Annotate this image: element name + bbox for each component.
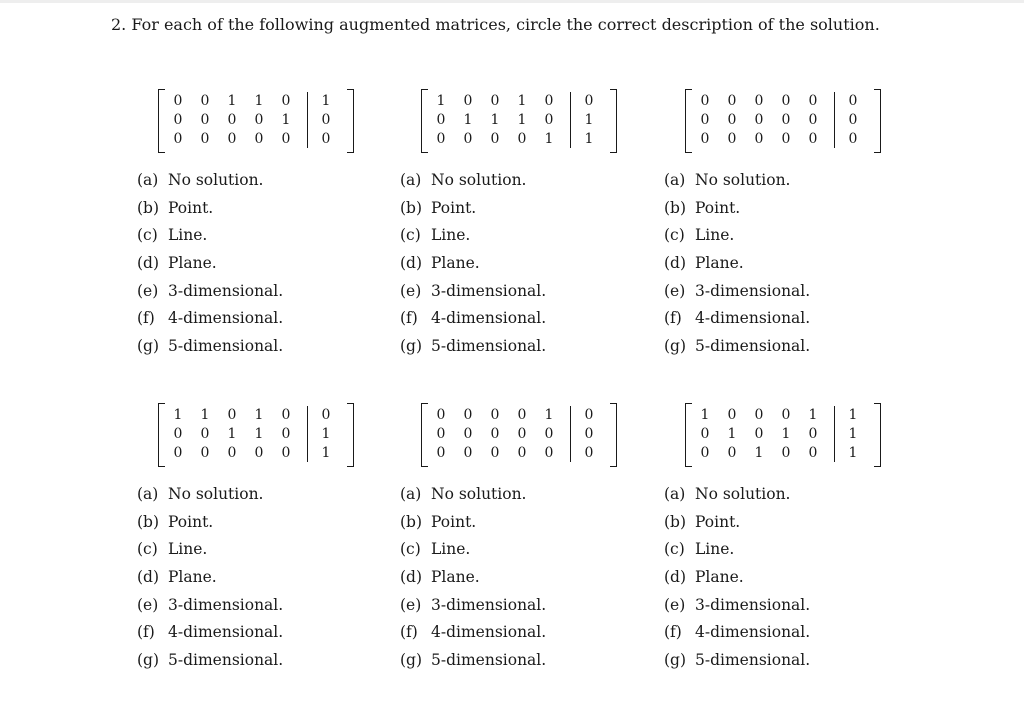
matrix-entry: 0 <box>200 445 210 461</box>
matrix-entry: 0 <box>517 445 527 461</box>
matrix-entry: 0 <box>436 112 446 128</box>
matrix-entry: 0 <box>490 93 500 109</box>
matrix-entry: 0 <box>517 131 527 147</box>
rhs-entry: 0 <box>584 407 594 423</box>
choice-text: 3-dimensional. <box>431 281 547 300</box>
matrix-entry: 1 <box>254 407 264 423</box>
matrix-entry: 0 <box>544 112 554 128</box>
choice-text: 4-dimensional. <box>695 623 811 642</box>
matrix-entry: 1 <box>727 426 737 442</box>
choice-text: No solution. <box>695 171 791 189</box>
answer-choice[interactable] <box>137 336 283 364</box>
choice-text: No solution. <box>431 485 527 503</box>
matrix-entry: 1 <box>254 93 264 109</box>
matrix-entry: 1 <box>544 131 554 147</box>
answer-choice[interactable] <box>400 308 546 336</box>
choice-label: (b) <box>664 512 687 531</box>
matrix-row <box>421 444 617 462</box>
problem-3 <box>664 89 935 356</box>
choice-text: 4-dimensional. <box>695 309 811 328</box>
choice-text: Point. <box>695 512 741 531</box>
answer-choice[interactable] <box>400 484 546 512</box>
matrix-row <box>685 425 881 443</box>
choice-label: (a) <box>137 485 159 503</box>
choice-label: (b) <box>137 512 160 531</box>
matrix-entry: 0 <box>727 131 737 147</box>
answer-choice[interactable] <box>400 512 546 540</box>
matrix-entry: 0 <box>436 426 446 442</box>
choice-label: (g) <box>400 337 423 356</box>
matrix-entry: 1 <box>517 93 527 109</box>
matrix-entry: 0 <box>781 445 791 461</box>
matrix-entry: 1 <box>808 407 818 423</box>
matrix-entry: 1 <box>227 426 237 442</box>
answer-choice[interactable] <box>400 595 546 623</box>
matrix-entry: 0 <box>463 407 473 423</box>
augmented-matrix <box>158 89 354 151</box>
answer-choice[interactable] <box>664 198 810 226</box>
rhs-entry: 1 <box>584 131 594 147</box>
matrix-entry: 0 <box>281 426 291 442</box>
matrix-entry: 0 <box>173 93 183 109</box>
choice-text: Line. <box>431 226 471 245</box>
choice-text: 5-dimensional. <box>431 651 547 670</box>
answer-choice[interactable] <box>137 308 283 336</box>
matrix-entry: 1 <box>173 407 183 423</box>
matrix-entry: 0 <box>808 131 818 147</box>
matrix-entry: 0 <box>463 93 473 109</box>
matrix-entry: 1 <box>700 407 710 423</box>
matrix-row <box>158 406 354 424</box>
choice-text: 5-dimensional. <box>695 651 811 670</box>
choice-text: 5-dimensional. <box>168 337 284 356</box>
matrix-row <box>158 444 354 462</box>
answer-choice[interactable] <box>400 622 546 650</box>
matrix-entry: 0 <box>200 426 210 442</box>
choice-label: (a) <box>664 485 686 503</box>
matrix-row <box>421 111 617 129</box>
matrix-row <box>685 92 881 110</box>
choice-text: Point. <box>431 198 477 217</box>
matrix-entry: 0 <box>490 445 500 461</box>
matrix-entry: 0 <box>490 131 500 147</box>
choice-label: (e) <box>664 595 686 614</box>
rhs-entry: 0 <box>848 131 858 147</box>
matrix-entry: 0 <box>436 445 446 461</box>
matrix-entry: 1 <box>227 93 237 109</box>
answer-choices <box>400 484 546 678</box>
choice-label: (c) <box>664 540 685 559</box>
choice-text: 3-dimensional. <box>168 595 284 614</box>
matrix-entry: 0 <box>808 93 818 109</box>
matrix-entry: 0 <box>808 426 818 442</box>
answer-choice[interactable] <box>400 539 546 567</box>
choice-label: (f) <box>664 623 682 642</box>
choice-label: (f) <box>664 309 682 328</box>
matrix-entry: 0 <box>754 407 764 423</box>
matrix-entry: 0 <box>463 445 473 461</box>
matrix-row <box>421 425 617 443</box>
choice-text: No solution. <box>431 171 527 189</box>
choice-label: (g) <box>137 337 160 356</box>
rhs-entry: 0 <box>848 93 858 109</box>
choice-text: Plane. <box>431 254 480 273</box>
answer-choice[interactable] <box>400 198 546 226</box>
matrix-entry: 0 <box>754 131 764 147</box>
problem-4 <box>137 403 408 670</box>
matrix-entry: 0 <box>254 445 264 461</box>
answer-choice[interactable] <box>137 253 283 281</box>
choice-label: (a) <box>400 485 422 503</box>
rhs-entry: 1 <box>848 426 858 442</box>
matrix-entry: 0 <box>173 131 183 147</box>
matrix-entry: 0 <box>173 445 183 461</box>
choice-text: 4-dimensional. <box>431 309 547 328</box>
choice-label: (c) <box>664 226 685 245</box>
choice-text: Line. <box>168 540 208 559</box>
choice-text: 5-dimensional. <box>695 337 811 356</box>
matrix-entry: 0 <box>281 445 291 461</box>
matrix-entry: 0 <box>200 93 210 109</box>
choice-text: 4-dimensional. <box>431 623 547 642</box>
choice-text: 5-dimensional. <box>168 651 284 670</box>
matrix-row <box>421 130 617 148</box>
rhs-entry: 1 <box>848 407 858 423</box>
matrix-entry: 0 <box>808 445 818 461</box>
choice-text: Plane. <box>695 568 744 587</box>
matrix-entry: 0 <box>436 407 446 423</box>
choice-text: 4-dimensional. <box>168 623 284 642</box>
matrix-entry: 0 <box>700 426 710 442</box>
matrix-entry: 0 <box>463 426 473 442</box>
matrix-entry: 0 <box>754 93 764 109</box>
matrix-entry: 0 <box>281 93 291 109</box>
choice-label: (g) <box>400 651 423 670</box>
rhs-entry: 0 <box>848 112 858 128</box>
problem-2 <box>400 89 671 356</box>
answer-choice[interactable] <box>664 225 810 253</box>
matrix-row <box>158 425 354 443</box>
choice-text: Line. <box>431 540 471 559</box>
answer-choice[interactable] <box>137 484 283 512</box>
answer-choices <box>400 170 546 364</box>
choice-label: (d) <box>400 254 423 273</box>
answer-choice[interactable] <box>400 170 546 198</box>
choice-text: 3-dimensional. <box>431 595 547 614</box>
choice-label: (e) <box>137 281 159 300</box>
answer-choice[interactable] <box>400 336 546 364</box>
rhs-entry: 0 <box>321 131 331 147</box>
matrix-row <box>158 92 354 110</box>
choice-label: (e) <box>137 595 159 614</box>
choice-label: (d) <box>664 254 687 273</box>
answer-choice[interactable] <box>664 170 810 198</box>
matrix-entry: 0 <box>700 445 710 461</box>
problem-5 <box>400 403 671 670</box>
choice-label: (e) <box>400 595 422 614</box>
answer-choice[interactable] <box>664 512 810 540</box>
choice-label: (d) <box>137 568 160 587</box>
matrix-row <box>158 130 354 148</box>
choice-label: (b) <box>400 198 423 217</box>
answer-choice[interactable] <box>137 512 283 540</box>
matrix-entry: 1 <box>200 407 210 423</box>
answer-choice[interactable] <box>664 281 810 309</box>
matrix-entry: 0 <box>254 131 264 147</box>
choice-label: (f) <box>137 309 155 328</box>
answer-choices <box>664 170 810 364</box>
matrix-row <box>158 111 354 129</box>
matrix-entry: 0 <box>544 445 554 461</box>
matrix-row <box>685 130 881 148</box>
answer-choices <box>664 484 810 678</box>
matrix-entry: 0 <box>173 112 183 128</box>
matrix-entry: 0 <box>754 426 764 442</box>
rhs-entry: 0 <box>321 407 331 423</box>
matrix-entry: 0 <box>436 131 446 147</box>
choice-text: Point. <box>695 198 741 217</box>
augmented-matrix <box>158 403 354 465</box>
answer-choice[interactable] <box>137 225 283 253</box>
choice-text: 3-dimensional. <box>168 281 284 300</box>
matrix-entry: 1 <box>754 445 764 461</box>
problem-6 <box>664 403 935 670</box>
matrix-entry: 0 <box>781 93 791 109</box>
answer-choice[interactable] <box>400 281 546 309</box>
rhs-entry: 1 <box>321 426 331 442</box>
matrix-entry: 0 <box>700 93 710 109</box>
matrix-entry: 1 <box>781 426 791 442</box>
matrix-entry: 0 <box>781 407 791 423</box>
choice-label: (e) <box>664 281 686 300</box>
augmented-matrix <box>685 89 881 151</box>
choice-label: (b) <box>137 198 160 217</box>
top-divider <box>0 0 1024 3</box>
choice-label: (g) <box>137 651 160 670</box>
choice-label: (c) <box>400 540 421 559</box>
matrix-entry: 0 <box>173 426 183 442</box>
choice-text: No solution. <box>168 485 264 503</box>
augmented-matrix <box>685 403 881 465</box>
choice-text: No solution. <box>168 171 264 189</box>
choice-text: 3-dimensional. <box>695 281 811 300</box>
matrix-row <box>421 92 617 110</box>
answer-choices <box>137 170 283 364</box>
choice-label: (d) <box>137 254 160 273</box>
choice-label: (d) <box>400 568 423 587</box>
matrix-row <box>421 406 617 424</box>
answer-choice[interactable] <box>137 281 283 309</box>
answer-choice[interactable] <box>137 170 283 198</box>
choice-label: (d) <box>664 568 687 587</box>
answer-choice[interactable] <box>137 650 283 678</box>
answer-choice[interactable] <box>664 539 810 567</box>
matrix-entry: 0 <box>700 131 710 147</box>
choice-text: Point. <box>168 512 214 531</box>
choice-label: (a) <box>137 171 159 189</box>
choice-label: (f) <box>137 623 155 642</box>
matrix-entry: 0 <box>808 112 818 128</box>
answer-choice[interactable] <box>664 567 810 595</box>
matrix-entry: 0 <box>254 112 264 128</box>
matrix-row <box>685 406 881 424</box>
matrix-entry: 0 <box>781 131 791 147</box>
answer-choice[interactable] <box>137 622 283 650</box>
choice-label: (c) <box>137 226 158 245</box>
choice-text: Line. <box>695 540 735 559</box>
matrix-entry: 0 <box>463 131 473 147</box>
matrix-row <box>685 111 881 129</box>
choice-label: (e) <box>400 281 422 300</box>
answer-choice[interactable] <box>137 198 283 226</box>
answer-choice[interactable] <box>400 567 546 595</box>
problem-1 <box>137 89 408 356</box>
choice-label: (b) <box>664 198 687 217</box>
matrix-entry: 0 <box>544 426 554 442</box>
matrix-entry: 0 <box>281 131 291 147</box>
answer-choice[interactable] <box>664 336 810 364</box>
matrix-entry: 0 <box>281 407 291 423</box>
answer-choice[interactable] <box>664 595 810 623</box>
matrix-entry: 0 <box>227 445 237 461</box>
matrix-entry: 1 <box>436 93 446 109</box>
choice-label: (f) <box>400 309 418 328</box>
answer-choice[interactable] <box>400 650 546 678</box>
matrix-row <box>685 444 881 462</box>
rhs-entry: 0 <box>584 93 594 109</box>
answer-choice[interactable] <box>664 622 810 650</box>
matrix-entry: 0 <box>754 112 764 128</box>
choice-label: (c) <box>400 226 421 245</box>
rhs-entry: 1 <box>321 93 331 109</box>
matrix-entry: 1 <box>254 426 264 442</box>
matrix-entry: 0 <box>727 445 737 461</box>
choice-text: Plane. <box>431 568 480 587</box>
choice-text: Plane. <box>695 254 744 273</box>
answer-choice[interactable] <box>664 484 810 512</box>
answer-choice[interactable] <box>400 253 546 281</box>
choice-text: Plane. <box>168 254 217 273</box>
choice-text: 4-dimensional. <box>168 309 284 328</box>
rhs-entry: 0 <box>584 426 594 442</box>
choice-label: (f) <box>400 623 418 642</box>
matrix-entry: 0 <box>490 407 500 423</box>
matrix-entry: 0 <box>227 407 237 423</box>
choice-text: 3-dimensional. <box>695 595 811 614</box>
choice-label: (g) <box>664 337 687 356</box>
matrix-entry: 0 <box>227 131 237 147</box>
answer-choice[interactable] <box>664 253 810 281</box>
rhs-entry: 1 <box>321 445 331 461</box>
choice-label: (b) <box>400 512 423 531</box>
matrix-entry: 0 <box>200 131 210 147</box>
rhs-entry: 1 <box>584 112 594 128</box>
answer-choice[interactable] <box>137 595 283 623</box>
rhs-entry: 1 <box>848 445 858 461</box>
choice-text: Point. <box>168 198 214 217</box>
matrix-entry: 1 <box>490 112 500 128</box>
choice-text: Line. <box>695 226 735 245</box>
augmented-matrix <box>421 89 617 151</box>
answer-choice[interactable] <box>664 308 810 336</box>
answer-choices <box>137 484 283 678</box>
choice-text: No solution. <box>695 485 791 503</box>
matrix-entry: 1 <box>463 112 473 128</box>
matrix-entry: 0 <box>200 112 210 128</box>
rhs-entry: 0 <box>321 112 331 128</box>
answer-choice[interactable] <box>664 650 810 678</box>
augmented-matrix <box>421 403 617 465</box>
answer-choice[interactable] <box>137 539 283 567</box>
matrix-entry: 0 <box>490 426 500 442</box>
matrix-entry: 0 <box>727 407 737 423</box>
choice-text: Plane. <box>168 568 217 587</box>
matrix-entry: 1 <box>544 407 554 423</box>
choice-label: (g) <box>664 651 687 670</box>
choice-label: (a) <box>400 171 422 189</box>
matrix-entry: 1 <box>517 112 527 128</box>
matrix-entry: 0 <box>727 93 737 109</box>
matrix-entry: 0 <box>727 112 737 128</box>
choice-label: (a) <box>664 171 686 189</box>
matrix-entry: 0 <box>781 112 791 128</box>
answer-choice[interactable] <box>400 225 546 253</box>
choice-label: (c) <box>137 540 158 559</box>
choice-text: Line. <box>168 226 208 245</box>
question-prompt: 2. For each of the following augmented matrices, circle the correct description of the solution. <box>111 15 880 34</box>
choice-text: Point. <box>431 512 477 531</box>
matrix-entry: 0 <box>227 112 237 128</box>
matrix-entry: 1 <box>281 112 291 128</box>
rhs-entry: 0 <box>584 445 594 461</box>
matrix-entry: 0 <box>517 407 527 423</box>
matrix-entry: 0 <box>700 112 710 128</box>
choice-text: 5-dimensional. <box>431 337 547 356</box>
matrix-entry: 0 <box>517 426 527 442</box>
matrix-entry: 0 <box>544 93 554 109</box>
answer-choice[interactable] <box>137 567 283 595</box>
